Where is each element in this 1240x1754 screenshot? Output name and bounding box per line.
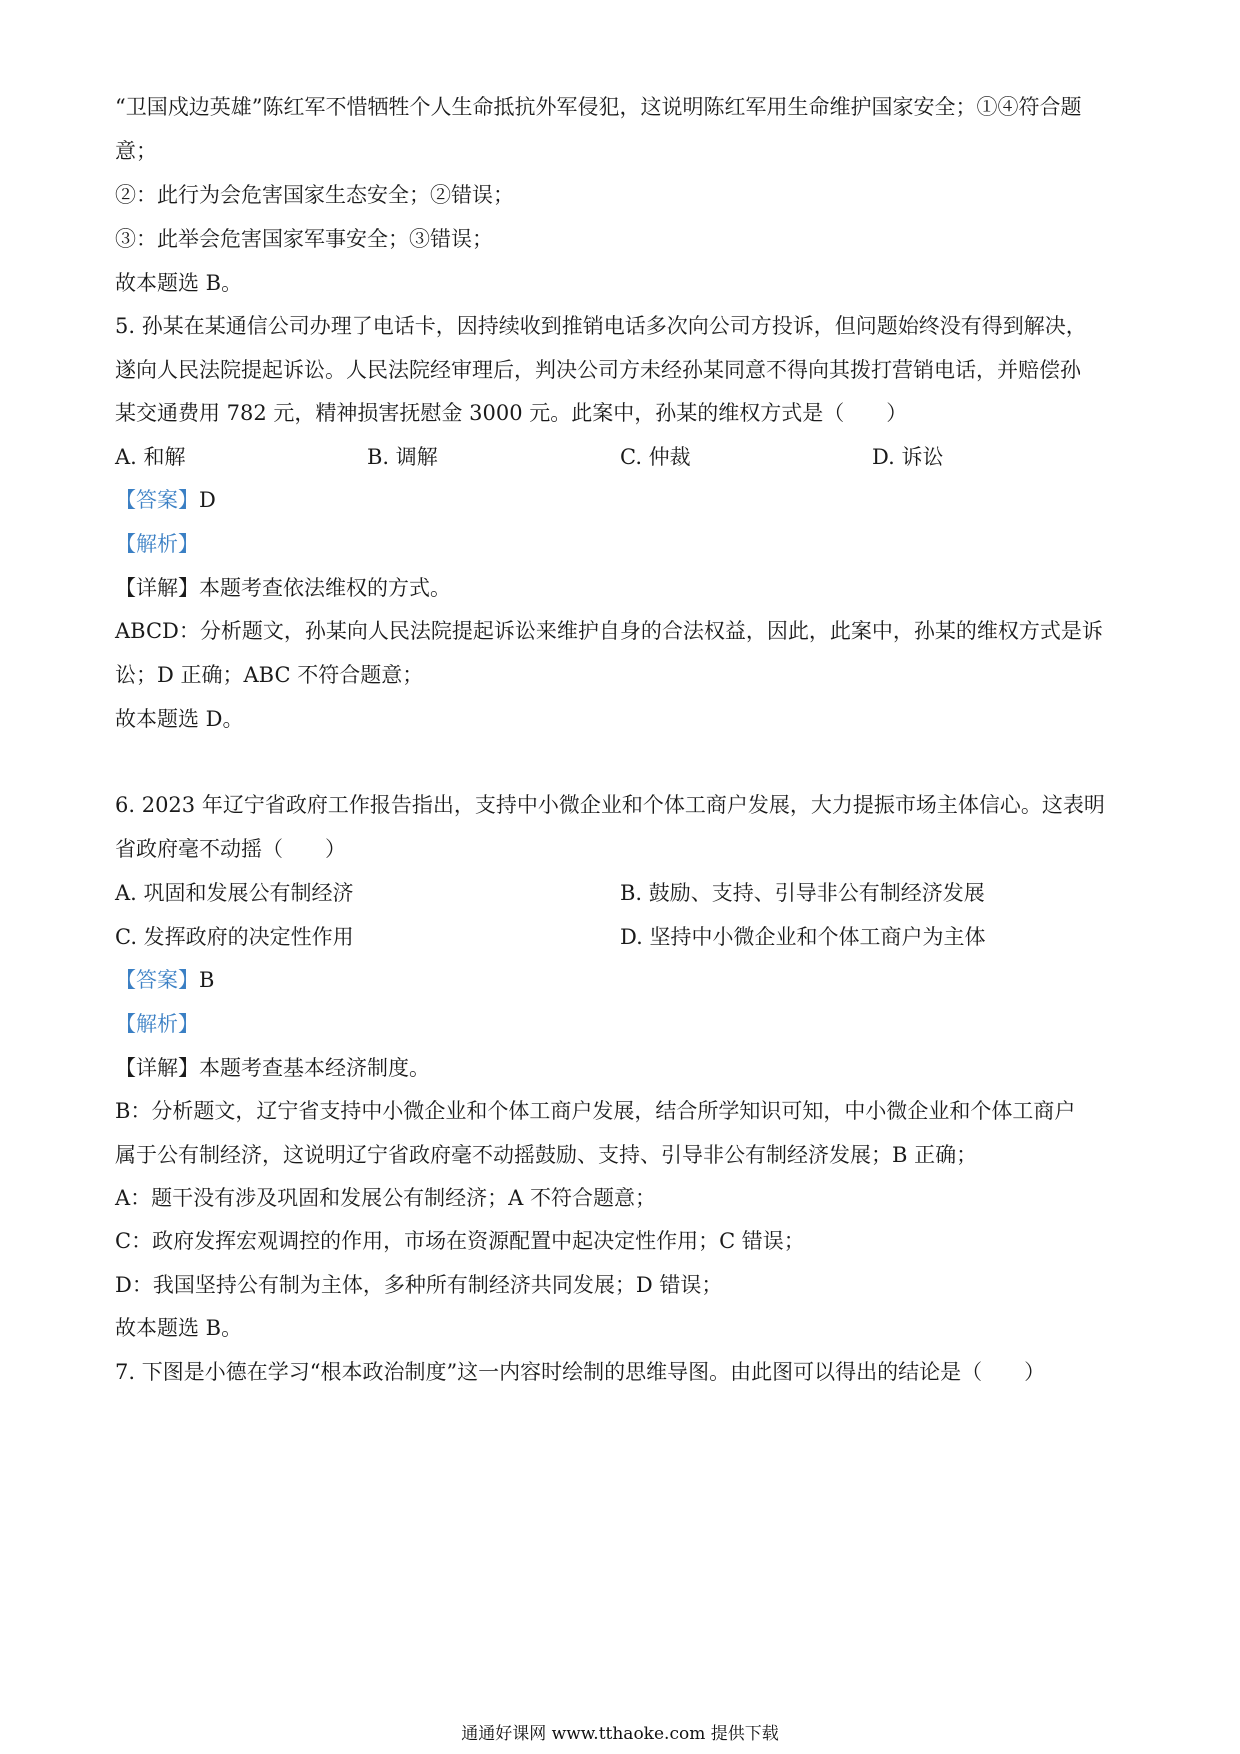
q5-stem: 5. 孙某在某通信公司办理了电话卡，因持续收到推销电话多次向公司方投诉，但问题始终没有得到解决，: [115, 314, 1087, 338]
answer-tag: 【答案】: [115, 968, 199, 992]
q7-stem: 7. 下图是小德在学习“根本政治制度”这一内容时绘制的思维导图。由此图可以得出的结论是（ ）: [115, 1360, 1046, 1384]
q6-explanation: 属于公有制经济，这说明辽宁省政府毫不动摇鼓励、支持、引导非公有制经济发展；B 正确；: [115, 1143, 978, 1167]
answer-value: B: [199, 968, 215, 992]
q5-explanation: ABCD：分析题文，孙某向人民法院提起诉讼来维护自身的合法权益，因此，此案中，孙某的维权方式是诉: [115, 619, 1103, 643]
q6-stem: 6. 2023 年辽宁省政府工作报告指出，支持中小微企业和个体工商户发展，大力提振市场主体信心。这表明: [115, 793, 1105, 817]
q6-conclusion: 故本题选 B。: [115, 1316, 243, 1340]
prev-text-line: “卫国戍边英雄”陈红军不惜牺牲个人生命抵抗外军侵犯，这说明陈红军用生命维护国家安全；①④符合题: [115, 95, 1082, 119]
prev-text-line: 意；: [115, 139, 157, 163]
footer-source: 通通好课网 www.tthaoke.com 提供下载: [461, 1724, 779, 1744]
prev-conclusion: 故本题选 B。: [115, 271, 243, 295]
q6-explanation: D：我国坚持公有制为主体，多种所有制经济共同发展；D 错误；: [115, 1273, 723, 1297]
q6-stem: 省政府毫不动摇（ ）: [115, 837, 346, 861]
q5-explanation: 讼；D 正确；ABC 不符合题意；: [115, 663, 424, 687]
q6-explanation: A：题干没有涉及巩固和发展公有制经济；A 不符合题意；: [115, 1186, 657, 1210]
answer-tag: 【答案】: [115, 488, 199, 512]
q6-option-b: B. 鼓励、支持、引导非公有制经济发展: [620, 881, 985, 905]
q6-option-a: A. 巩固和发展公有制经济: [115, 881, 354, 905]
q5-stem: 遂向人民法院提起诉讼。人民法院经审理后，判决公司方未经孙某同意不得向其拨打营销电话，并赔偿孙: [115, 358, 1081, 382]
q5-detail: 【详解】本题考查依法维权的方式。: [115, 576, 451, 600]
q5-analysis-tag: 【解析】: [115, 532, 199, 556]
q6-explanation: C：政府发挥宏观调控的作用，市场在资源配置中起决定性作用；C 错误；: [115, 1229, 805, 1253]
answer-value: D: [199, 488, 216, 512]
q6-explanation: B：分析题文，辽宁省支持中小微企业和个体工商户发展，结合所学知识可知，中小微企业和个体工商户: [115, 1099, 1076, 1123]
q5-stem: 某交通费用 782 元，精神损害抚慰金 3000 元。此案中，孙某的维权方式是（ ）: [115, 401, 908, 425]
q6-option-d: D. 坚持中小微企业和个体工商户为主体: [620, 925, 986, 949]
q5-answer: [115, 485, 1135, 515]
q5-option-d: D. 诉讼: [872, 445, 944, 469]
q6-answer: [115, 965, 1135, 995]
q6-detail: 【详解】本题考查基本经济制度。: [115, 1056, 430, 1080]
q5-option-b: B. 调解: [367, 445, 438, 469]
prev-text-line: ②：此行为会危害国家生态安全；②错误；: [115, 183, 514, 207]
q5-option-a: A. 和解: [115, 445, 186, 469]
q6-analysis-tag: 【解析】: [115, 1012, 199, 1036]
q6-option-c: C. 发挥政府的决定性作用: [115, 925, 354, 949]
prev-text-line: ③：此举会危害国家军事安全；③错误；: [115, 227, 493, 251]
q5-option-c: C. 仲裁: [620, 445, 691, 469]
q5-conclusion: 故本题选 D。: [115, 707, 244, 731]
